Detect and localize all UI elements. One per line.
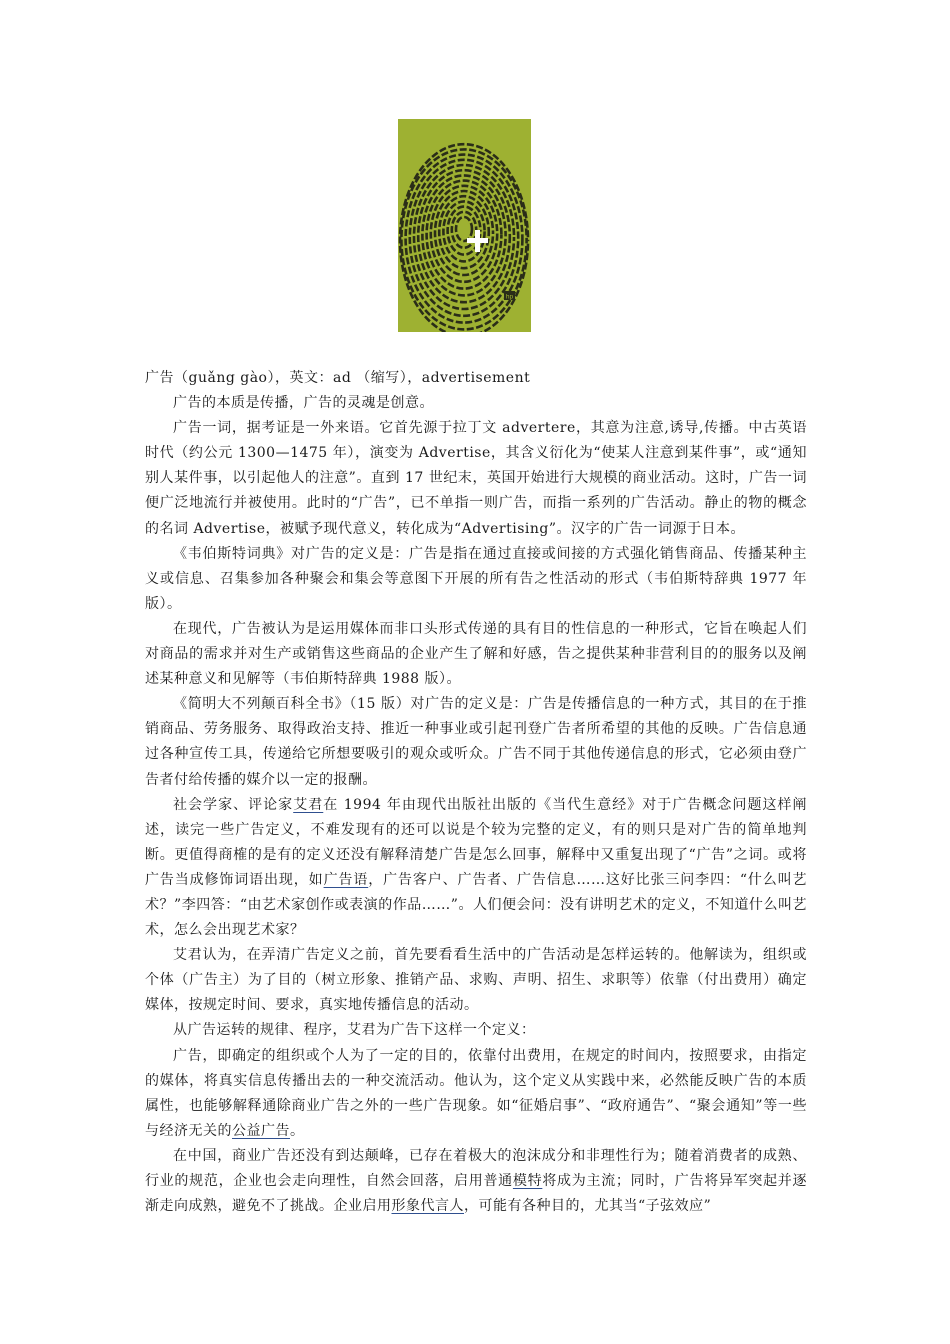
paragraph <box>145 1144 807 1219</box>
link-model[interactable]: 模特 <box>512 1173 543 1189</box>
paragraph <box>145 1044 807 1144</box>
text-run: 将成为主流；同时，广告将异军突起并逐渐走向成熟，避免不了挑战。企业启用 <box>145 1173 808 1215</box>
paragraph: 《韦伯斯特词典》对广告的定义是：广告是指在通过直接或间接的方式强化销售商品、传播某种主义或信息、召集参加各种聚会和集会等意图下开展的所有告之性活动的形式（韦伯斯特辞典 1977 年版）。 <box>145 545 807 612</box>
text-run: 广告，即确定的组织或个人为了一定的目的，依靠付出费用，在规定的时间内，按照要求，由指定的媒体，将真实信息传播出去的一种交流活动。他认为，这个定义从实践中来，必然能反映广告的本质属性，也能够解释通除商业广告之外的一些广告现象。如“征婚启事”、“政府通告”、“聚会通知”等一些与经济无关的 <box>145 1047 807 1139</box>
link-slogan[interactable]: 广告语 <box>323 871 369 888</box>
paragraph: 广告一词，据考证是一外来语。它首先源于拉丁文 advertere，其意为注意,诱导,传播。中古英语时代（约公元 1300—1475 年），演变为 Advertise，其含义衍化为“使某人注意到某件事”，或“通知别人某件事，以引起他人的注意”。直到 17 世纪末，英国开始进行大规模的商业活动。这时，广告一词便广泛地流行并被使用。此时的“广告”，已不单指一则广告，而指一系列的广告活动。静止的物的概念的名词 Advertise，被赋予现代意义，转化成为“Advertising”。汉字的广告一词源于日本。 <box>145 420 807 537</box>
svg-text:hp: hp <box>505 293 514 301</box>
text-run: 在中国，商业广告还没有到达颠峰，已存在着极大的泡沫成分和非理性行为；随着消费者的成熟、行业的规范，企业也会走向理性，自然会回落，启用普通 <box>145 1147 807 1189</box>
fingerprint-graphic <box>398 119 531 332</box>
fingerprint-ad-image <box>398 119 531 332</box>
text-run: 在 1994 年由现代出版社出版的《当代生意经》对于广告概念问题这样阐述，读完一些广告定义，不难发现有的还可以说是个较为完整的定义，有的则只是对广告的简单地判断。更值得商榷的是有的定义还没有解释清楚广告是怎么回事，解释中又重复出现了“广告”之词。或将广告当成修饰词语出现，如 <box>145 796 808 888</box>
paragraph: 广告的本质是传播，广告的灵魂是创意。 <box>173 395 434 412</box>
paragraph: 艾君认为，在弄清广告定义之前，首先要看看生活中的广告活动是怎样运转的。他解读为，组织或个体（广告主）为了目的（树立形象、推销产品、求购、声明、招生、求职等）依靠（付出费用）确定媒体，按规定时间、要求，真实地传播信息的活动。 <box>145 947 807 1014</box>
paragraph: 从广告运转的规律、程序，艾君为广告下这样一个定义： <box>173 1022 536 1039</box>
text-run: ，广告客户、广告者、广告信息……这好比张三问李四：“什么叫艺术？”李四答：“由艺术家创作或表演的作品……”。人们便会问：没有讲明艺术的定义，不知道什么叫艺术，怎么会出现艺术家？ <box>145 871 808 939</box>
paragraph: 《简明大不列颠百科全书》（15 版）对广告的定义是：广告是传播信息的一种方式，其目的在于推销商品、劳务服务、取得政治支持、推近一种事业或引起刊登广告者所希望的其他的反映。广告信息通过各种宣传工具，传递给它所想要吸引的观众或听众。广告不同于其他传递信息的形式，它必须由登广告者付给传播的媒介以一定的报酬。 <box>145 696 807 788</box>
article-body <box>145 366 807 1219</box>
paragraph <box>145 793 807 944</box>
link-spokesperson[interactable]: 形象代言人 <box>391 1198 464 1215</box>
link-ai-jun[interactable]: 艾君 <box>293 796 324 813</box>
text-run: 社会学家、评论家 <box>173 796 294 813</box>
text-run: 。 <box>290 1122 305 1139</box>
intro-line: 广告（guǎng gào），英文：ad （缩写），advertisement <box>145 370 531 386</box>
paragraph: 在现代，广告被认为是运用媒体而非口头形式传递的具有目的性信息的一种形式，它旨在唤起人们对商品的需求并对生产或销售这些商品的企业产生了解和好感，告之提供某种非营利目的的服务以及阐述某种意义和见解等（韦伯斯特辞典 1988 版）。 <box>145 620 807 688</box>
link-public-service-ad[interactable]: 公益广告 <box>232 1122 290 1139</box>
hp-logo <box>504 291 515 301</box>
text-run: ，可能有各种目的，尤其当“子弦效应” <box>464 1198 712 1215</box>
